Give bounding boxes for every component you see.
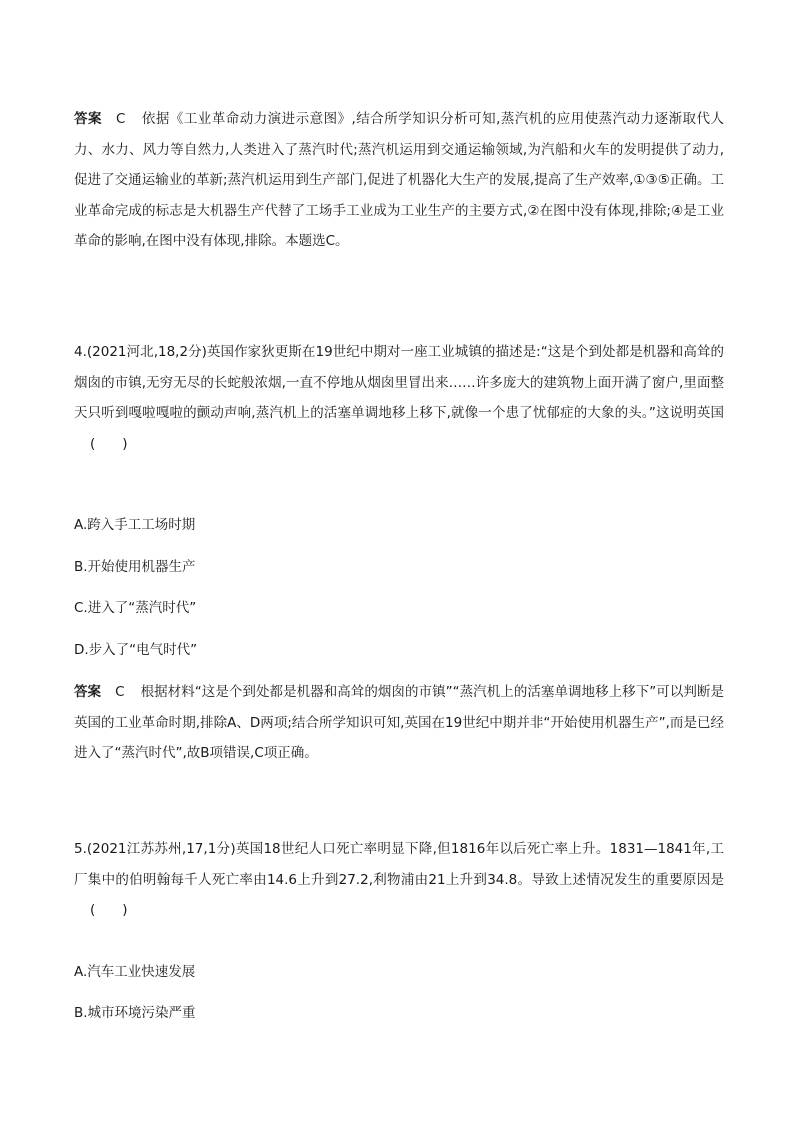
- question-4-option-a: A.跨入手工工场时期: [74, 517, 196, 533]
- question-4-option-d: D.步入了“电气时代”: [74, 642, 198, 658]
- question-4-text: 4.(2021河北,18,2分)英国作家狄更斯在19世纪中期对一座工业城镇的描述是:“这是个到处都是机器和高耸的烟囱的市镇,无穷无尽的长蛇般浓烟,一直不停地从烟囱里冒出来……许多庞大的建筑物上面开满了窗户,里面整天只听到嘎啦嘎啦的颤动声响,蒸汽机上的活塞单调地移上移下,就像一个患了忧郁症的大象的头。”这说明英国: [74, 344, 724, 421]
- question-4-option-c: C.进入了“蒸汽时代”: [74, 600, 197, 616]
- question-4-option-b: B.开始使用机器生产: [74, 559, 196, 575]
- question-5-stem: [74, 834, 724, 926]
- answer-letter: C: [115, 111, 126, 127]
- answer-label: 答案: [74, 684, 102, 700]
- question-4-stem: [74, 337, 724, 459]
- answer-letter: C: [115, 684, 125, 700]
- answer-label: 答案: [74, 111, 102, 127]
- question-5-option-a: A.汽车工业快速发展: [74, 964, 196, 980]
- question-5-option-b: B.城市环境污染严重: [74, 1005, 196, 1021]
- answer-blank: ( ): [90, 435, 128, 452]
- q3-answer-block: [74, 104, 724, 257]
- q4-answer-block: [74, 677, 724, 769]
- answer-blank: ( ): [90, 902, 128, 918]
- answer-explanation: 依据《工业革命动力演进示意图》,结合所学知识分析可知,蒸汽机的应用使蒸汽动力逐渐取代人力、水力、风力等自然力,人类进入了蒸汽时代;蒸汽机运用到交通运输领域,为汽船和火车的发明提供了动力,促进了交通运输业的革新;蒸汽机运用到生产部门,促进了机器化大生产的发展,提高了生产效率,①③⑤正确。工业革命完成的标志是大机器生产代替了工场手工业成为工业生产的主要方式,②在图中没有体现,排除;④是工业革命的影响,在图中没有体现,排除。本题选C。: [74, 111, 725, 249]
- question-5-text: 5.(2021江苏苏州,17,1分)英国18世纪人口死亡率明显下降,但1816年以后死亡率上升。1831—1841年,工厂集中的伯明翰每千人死亡率由14.6上升到27.2,利物浦由21上升到34.8。导致上述情况发生的重要原因是: [74, 841, 724, 888]
- answer-explanation: 根据材料“这是个到处都是机器和高耸的烟囱的市镇”“蒸汽机上的活塞单调地移上移下”可以判断是英国的工业革命时期,排除A、D两项;结合所学知识可知,英国在19世纪中期并非“开始使用机器生产”,而是已经进入了“蒸汽时代”,故B项错误,C项正确。: [74, 684, 724, 761]
